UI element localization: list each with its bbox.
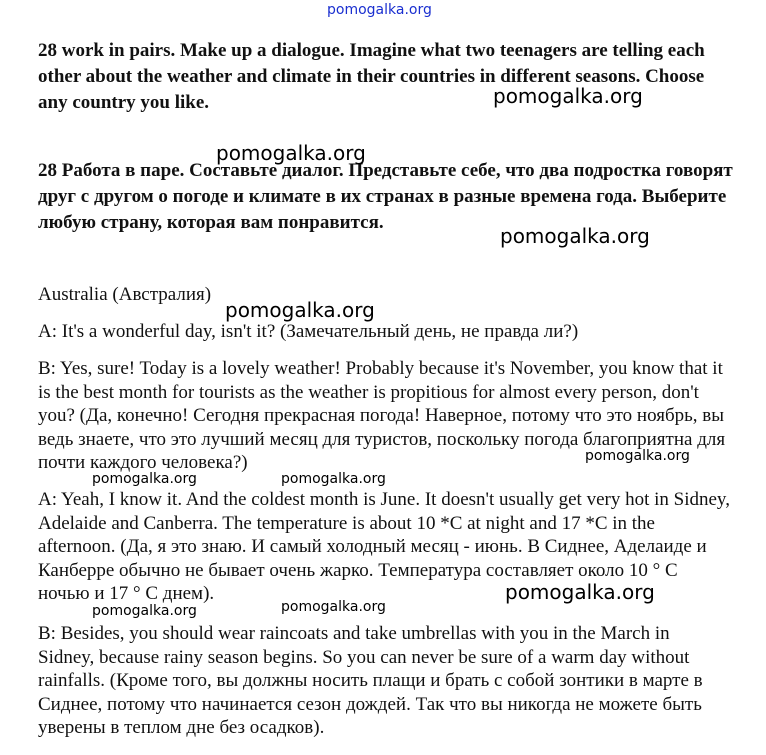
- watermark: pomogalka.org: [281, 599, 386, 615]
- watermark: pomogalka.org: [216, 141, 366, 165]
- watermark: pomogalka.org: [500, 224, 650, 248]
- watermark: pomogalka.org: [493, 84, 643, 108]
- dialogue-line-2: B: Yes, sure! Today is a lovely weather! Probably because it's November, you know that it is the best month for tourists as the weather is propitious for almost every person, don't you? (Да, конечно! Сегодня прекрасная погода! Наверное, потому что это ноябрь, вы ведь знаете, что это лучший месяц для туристов, поскольку погода благоприятна для почти каждого человека?): [38, 358, 726, 473]
- dialogue-line-4: B: Besides, you should wear raincoats and take umbrellas with you in the March in Sidney, because rainy season begins. So you can never be sure of a warm day without rainfalls. (Кроме того, вы должны носить плащи и брать с собой зонтики в марте в Сиднее, потому что начинается сезон дождей. Так что вы никогда не можете быть уверены в теплом дне без осадков).: [38, 623, 703, 738]
- watermark: pomogalka.org: [225, 298, 375, 322]
- watermark: pomogalka.org: [585, 448, 690, 464]
- dialogue-line-3: A: Yeah, I know it. And the coldest month is June. It doesn't usually get very hot in Sidney, Adelaide and Canberra. The temperature is about 10 *C at night and 17 *C in the afternoon. (Да, я это знаю. И самый холодный месяц - июнь. В Сиднее, Аделаиде и Канберре обычно не бывает очень жарко. Температура составляет около 10 ° С ночью и 17 ° С днем).: [38, 489, 730, 604]
- watermark: pomogalka.org: [92, 471, 197, 487]
- task-russian: 28 Работа в паре. Составьте диалог. Представьте себе, что два подростка говорят друг с другом о погоде и климате в их странах в разные времена года. Выберите любую страну, которая вам понравится.: [38, 160, 733, 233]
- watermark-top: pomogalka.org: [327, 2, 432, 18]
- watermark: pomogalka.org: [281, 471, 386, 487]
- country-heading: Australia (Австралия): [38, 284, 212, 305]
- dialogue-line-1: A: It's a wonderful day, isn't it? (Замечательный день, не правда ли?): [38, 321, 579, 342]
- task-english: 28 work in pairs. Make up a dialogue. Imagine what two teenagers are telling each other about the weather and climate in their countries in different seasons. Choose any country you like.: [38, 40, 705, 113]
- watermark: pomogalka.org: [92, 603, 197, 619]
- watermark: pomogalka.org: [505, 580, 655, 604]
